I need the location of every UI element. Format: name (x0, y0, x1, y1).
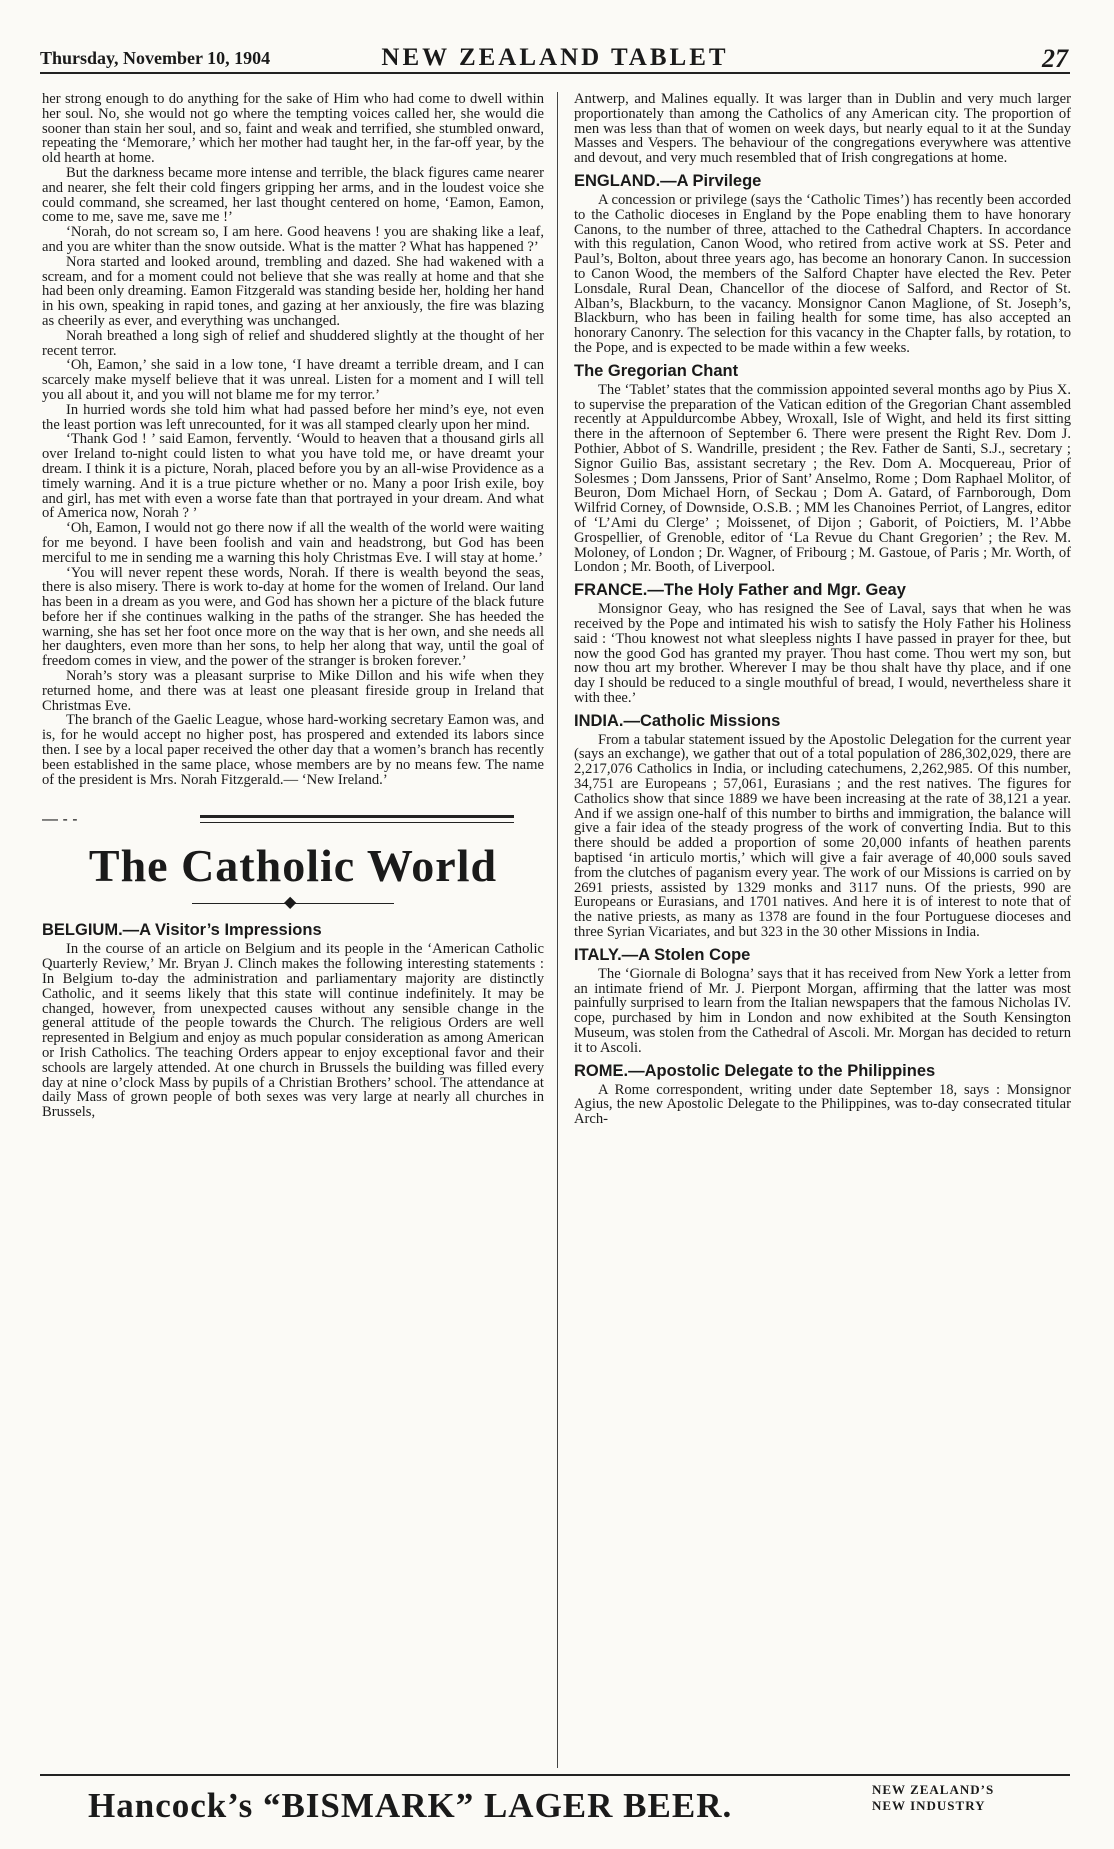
article-text: From a tabular statement issued by the Apostolic Delegation for the current year (says an exchange), we gather that out of a total population of 286,302,029, there are 2,217,076 Catholics in India, or including catechumens, 2,262,985. Of this number, 34,751 are Europeans ; 57,061, Eurasians ; and the rest natives. The figures for Catholics show that since 1889 we have been increasing at the rate of 38,121 a year. And if we assign one-half of this number to births and immigration, the balance will give a fair idea of the steady progress of the work of converting India. But to this there should be added a proportion of some 20,000 infants of heathen parents baptised ‘in articulo mortis,’ which will give a fair average of 40,000 souls saved from the clutches of paganism every year. The work of our Missions is carried on by 2691 priests, assisted by 1329 monks and 3117 nuns. Of the priests, 990 are Europeans or Eurasians, and 1701 natives. And here it is of interest to note that of the native priests, as many as 1378 are found in the four Portuguese dioceses and three Syrian Vicariates, and but 323 in the 30 other Missions in India. (574, 731, 1071, 941)
story-paragraph: But the darkness became more intense and terrible, the black figures came nearer and nearer, she felt their cold fingers gripping her arms, and in the loudest voice she could command, she screamed, her last thought centered on home, ‘Eamon, Eamon, come to me, save me, save me !’ (42, 164, 544, 226)
story-paragraph: ‘Thank God ! ’ said Eamon, fervently. ‘Would to heaven that a thousand girls all over Ireland to-night could listen to what you have told me, or have dreamt your dream. I think it is a picture, Norah, placed before you by an all-wise Providence as a timely warning. And it is a true picture whether or no. Many a poor Irish exile, boy and girl, has met with even a worse fate than that portrayed in your dream. And what of America now, Norah ? ’ (42, 431, 544, 522)
thin-rule (200, 822, 514, 823)
article-heading: The Gregorian Chant (574, 361, 739, 380)
story-paragraph: Norah’s story was a pleasant surprise to Mike Dillon and his wife when they returned home, and there was at least one pleasant fireside group in Ireland that Christmas Eve. (42, 668, 544, 714)
section-title: The Catholic World (88, 840, 498, 892)
ad-tagline-line: NEW INDUSTRY (872, 1798, 986, 1813)
article-text: In the course of an article on Belgium and its people in the ‘American Catholic Quarterly Review,’ Mr. Bryan J. Clinch makes the following interesting statements : In Belgium to-day the administration and parliamentary majority are distinctly Catholic, and it seems likely that this state will continue indefinitely. It may be changed, however, from unexpected causes without any sensible change in the general attitude of the people towards the Church. The religious Orders are well represented in Belgium and enjoy as much popular consideration as among American or Irish Catholics. The teaching Orders appear to enjoy exceptional favor and their schools are largely attended. At one church in Brussels the building was filled every day at nine o’clock Mass by pupils of a Christian Brothers’ school. The attendance at daily Mass of grown people of both sexes was very large at nearly all churches in Brussels, (42, 941, 544, 1121)
article-text: Antwerp, and Malines equally. It was larger than in Dublin and very much larger proportionately than among the Catholics of any American city. The proportion of men was less than that of women on week days, but nearly equal to it at the Sunday Masses and Vespers. The behaviour of the congregations everywhere was attentive and devout, and very much resembled that of Irish congregations at home. (574, 92, 1071, 167)
section-dash: — - - (42, 811, 78, 829)
column-rule (557, 92, 558, 1768)
story-paragraph: ‘Oh, Eamon,’ she said in a low tone, ‘I have dreamt a terrible dream, and I can scarcely make myself believe that it was unreal. Listen for a moment and I will tell you all about it, and you will not blame me for my terror.’ (42, 357, 544, 403)
thick-rule (200, 815, 514, 818)
advertisement-footer (40, 1774, 1070, 1846)
story-paragraph: her strong enough to do anything for the sake of Him who had come to dwell within her soul. No, she would not go where the tempting voices called her, she would die sooner than stain her soul, and so, faint and weak and terrified, she stumbled onward, repeating the ‘Memorare,’ which her mother had taught her, in the far-off year, by the old hearth at home. (42, 92, 544, 167)
ad-tagline-line: NEW ZEALAND’S (872, 1782, 995, 1797)
issue-date: Thursday, November 10, 1904 (40, 48, 271, 68)
article-heading: ROME.—Apostolic Delegate to the Philippines (574, 1061, 936, 1080)
article-text: A concession or privilege (says the ‘Catholic Times’) has recently been accorded to the Catholic dioceses in England by the Pope enabling them to have honorary Canons, to the number of three, attached to the Cathedral Chapters. In accordance with this regulation, Canon Wood, who retired from active work at SS. Peter and Paul’s, Bolton, about three years ago, has become an honorary Canon. In succession to Canon Wood, the members of the Salford Chapter have elected the Rev. Peter Lonsdale, Rural Dean, Chancellor of the diocese of Salford, and Rector of St. Alban’s, Blackburn, to the vacancy. Monsignor Canon Maglione, of St. Joseph’s, Blackburn, who has been in failing health for some time, has also accepted an honorary Canonry. The selection for this vacancy in the Chapter falls, by rotation, to the Pope, and is expected to be made within a few weeks. (574, 191, 1071, 356)
story-paragraph: In hurried words she told him what had passed before her mind’s eye, not even the least portion was left unrecounted, for it was all stamped clearly upon her mind. (42, 401, 544, 433)
article-text: A Rome correspondent, writing under date September 18, says : Monsignor Agius, the new Apostolic Delegate to the Philippines, was to-day consecrated titular Arch- (574, 1081, 1071, 1128)
ornament-rule (42, 893, 544, 915)
story-paragraph: Nora started and looked around, trembling and dazed. She had wakened with a scream, and for a moment could not believe that she was really at home and that she had been only dreaming. Eamon Fitzgerald was standing beside her, holding her hand in his own, speaking in rapid tones, and gazing at her anxiously, the fire was blazing as cheerily as ever, and everything was unchanged. (42, 253, 544, 329)
article-text: The ‘Giornale di Bologna’ says that it has received from New York a letter from an intimate friend of Mr. J. Pierpont Morgan, affirming that the latter was most painfully surprised to learn from the Italian newspapers that the famous Nicholas IV. cope, purchased by him in London and now exhibited at the South Kensington Museum, was stolen from the Cathedral of Ascoli. Mr. Morgan has decided to return it to Ascoli. (574, 965, 1071, 1056)
beer-advertisement: Hancock’s “BISMARK” LAGER BEER. (88, 1786, 733, 1825)
article-text: The ‘Tablet’ states that the commission appointed several months ago by Pius X. to supervise the preparation of the Vatican edition of the Gregorian Chant assembled recently at Appuldurcombe Abbey, Wroxall, Isle of Wight, and held its first sitting there in the afternoon of September 6. There were present the Right Rev. Dom J. Pothier, Abbot of S. Wandrille, president ; the Rev. Father de Santi, S.J., secretary ; Signor Guilio Bas, assistant secretary ; the Rev. Dom A. Mocquereau, Prior of Solesmes ; Dom Janssens, Prior of Sant’ Anselmo, Rome ; Dom Raphael Molitor, of Beuron, Dom Michael Horn, of Seckau ; Dom A. Gatard, of Farnborough, Dom Wilfrid Corney, of Downside, O.S.B. ; MM les Chanoines Perriot, of Langres, editor of ‘L’Ami du Clerge’ ; Moissenet, of Dijon ; Gaborit, of Poictiers, M. l’Abbe Grospellier, of Grenoble, editor of ‘La Revue du Chant Gregorien’ ; the Rev. M. Moloney, of London ; Dr. Wagner, of Fribourg ; M. Gastoue, of Paris ; Mr. Worth, of London ; Mr. Booth, of Liverpool. (574, 381, 1071, 576)
story-paragraph: ‘You will never repent these words, Norah. If there is wealth beyond the seas, there is also misery. There is work to-day at home for the women of Ireland. Our land has been in a dream as you were, and God has shown her a picture of the black future before her if she continues walking in the paths of the stranger. She has heeded the warning, she has set her foot once more on the way that is her own, and she needs all her daughters, even more than her sons, to help her along that way, until the goal of freedom comes in view, and the power of the stranger is broken forever.’ (42, 564, 544, 670)
article-text: Monsignor Geay, who has resigned the See of Laval, says that when he was received by the Pope and intimated his wish to satisfy the Holy Father his Holiness said : ‘Thou knowest not what sleepless nights I have passed in prayer for thee, but now the good God has granted my prayer. Thou hast come. Thou wert my son, but now thou art my brother. Wherever I may be thou shalt have thy place, and if one day I should be reduced to a single mouthful of bread, I would, nevertheless share it with thee.’ (574, 601, 1071, 706)
article-heading: BELGIUM.—A Visitor’s Impressions (42, 921, 322, 940)
article-heading: ITALY.—A Stolen Cope (574, 945, 751, 964)
story-paragraph: ‘Oh, Eamon, I would not go there now if all the wealth of the world were waiting for me beyond. I have been foolish and vain and headstrong, but God has been merciful to me in sending me a warning this holy Christmas Eve. I will stay at home.’ (42, 520, 544, 566)
article-heading: FRANCE.—The Holy Father and Mgr. Geay (574, 581, 906, 600)
story-paragraph: Norah breathed a long sigh of relief and shuddered slightly at the thought of her recent terror. (42, 327, 544, 359)
right-column (574, 92, 1071, 1768)
article-heading: ENGLAND.—A Pirvilege (574, 171, 762, 190)
masthead-title: NEW ZEALAND TABLET (381, 44, 729, 71)
story-paragraph: The branch of the Gaelic League, whose hard-working secretary Eamon was, and is, for he would accept no higher post, has prospered and extended its labors since then. I see by a local paper received the other day that a women’s branch has recently been established in the same place, whose members are by no means few. The name of the president is Mrs. Norah Fitzgerald.— ‘New Ireland.’ (42, 712, 544, 788)
section-divider (42, 811, 544, 837)
page-number: 27 (1042, 44, 1068, 73)
page-header (40, 42, 1070, 74)
left-column (42, 92, 544, 1768)
ad-tagline (872, 1782, 994, 1814)
article-heading: INDIA.—Catholic Missions (574, 711, 781, 730)
diamond-icon: ◆ (284, 894, 297, 912)
story-paragraph: ‘Norah, do not scream so, I am here. Good heavens ! you are shaking like a leaf, and you are whiter than the snow outside. What is the matter ? What has happened ?’ (42, 224, 544, 255)
